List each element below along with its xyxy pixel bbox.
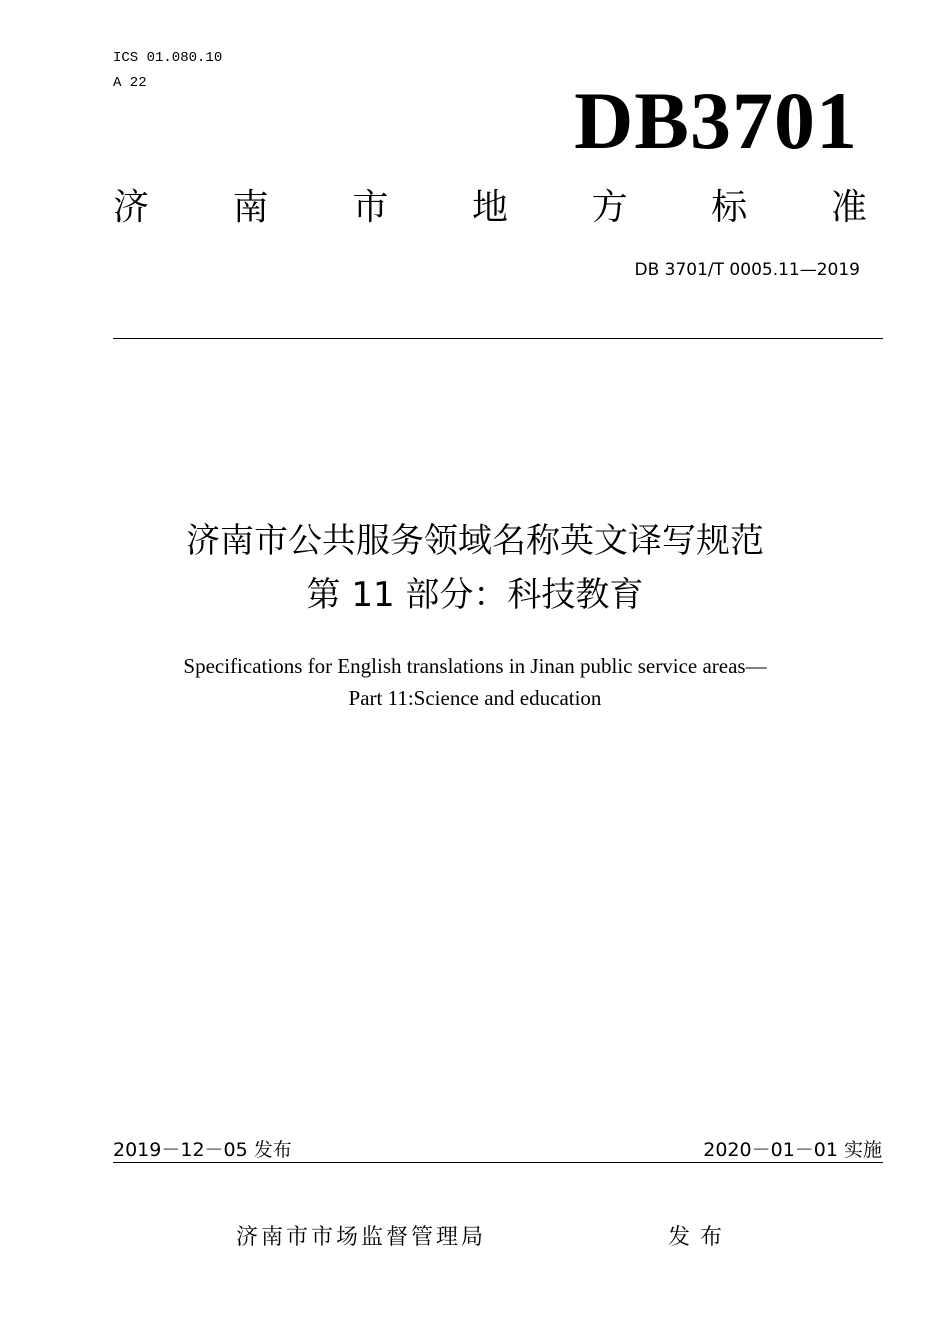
english-title-line: Specifications for English translations in Jinan public service areas— [183, 654, 767, 678]
ics-code: ICS 01.080.10 [113, 50, 223, 66]
chinese-title [0, 514, 950, 622]
chinese-title-line: 济南市公共服务领域名称英文译写规范 [186, 521, 764, 561]
issuing-authority: 济南市市场监督管理局 [236, 1225, 487, 1250]
issue-date: 2019－12－05 发布 [113, 1139, 292, 1161]
standard-type-char: 地 [471, 187, 508, 228]
standard-logo: DB3701 [574, 75, 858, 166]
standard-type-char: 方 [591, 187, 628, 228]
english-title [0, 650, 950, 714]
standard-type-char: 准 [830, 187, 867, 228]
standard-type-char: 南 [232, 187, 269, 228]
chinese-title-line: 第 11 部分：科技教育 [306, 575, 644, 615]
standard-type-char: 市 [352, 187, 389, 228]
standard-number: DB 3701/T 0005.11—2019 [634, 260, 860, 280]
standard-type [113, 186, 867, 230]
top-divider [113, 338, 883, 339]
standard-type-char: 济 [113, 187, 150, 228]
bottom-divider [113, 1162, 883, 1163]
issue-label: 发布 [668, 1225, 733, 1250]
standard-type-char: 标 [711, 187, 748, 228]
classification-code: A 22 [113, 75, 147, 91]
implementation-date: 2020－01－01 实施 [703, 1139, 882, 1161]
english-title-line: Part 11:Science and education [348, 686, 602, 710]
